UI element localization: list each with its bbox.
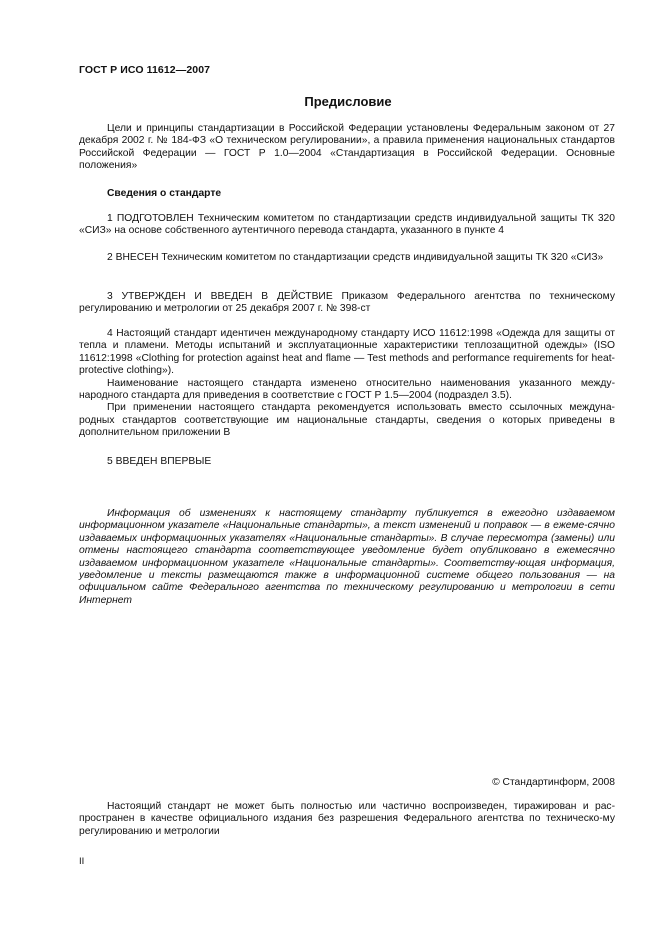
page-title: Предисловие <box>304 94 392 109</box>
intro-paragraph <box>79 123 615 173</box>
item-2 <box>79 252 615 264</box>
item-4-paragraph-2: Наименование настоящего стандарта изменено относительно наименования указанного между-народного стандарта для приведения в соответствие с ГОСТ Р 1.5—2004 (подраздел 3.5). <box>79 377 615 402</box>
subheading: Сведения о стандарте <box>107 188 222 199</box>
item-4 <box>79 328 615 440</box>
item-3-text: 3 УТВЕРЖДЕН И ВВЕДЕН В ДЕЙСТВИЕ Приказом Федерального агентства по техническому регулированию и метрологии от 25 декабря 2007 г. № 398-ст <box>79 291 615 315</box>
item-2-text: 2 ВНЕСЕН Техническим комитетом по стандартизации средств индивидуальной защиты ТК 320 «СИЗ» <box>107 252 604 263</box>
item-3 <box>79 291 615 316</box>
notice-block <box>79 801 615 838</box>
copyright: © Стандартинформ, 2008 <box>492 777 615 788</box>
subheading-block <box>79 188 615 200</box>
item-4-text: 4 Настоящий стандарт идентичен международному стандарту ИСО 11612:1998 «Одежда для защиты от тепла и пламени. Методы испытаний и эксплуатационные характеристики теплозащитной одежды» (ISO 11612:1998 «Clothing for protection against heat and flame — Test methods and performance requirements for heat-protective clothing»). <box>79 328 615 377</box>
item-1-text: 1 ПОДГОТОВЛЕН Техническим комитетом по стандартизации средств индивидуальной защиты ТК 320 «СИЗ» на основе собственного аутентичного перевода стандарта, указанного в пункте 4 <box>79 213 615 237</box>
item-5 <box>79 456 615 468</box>
item-4-paragraph-3: При применении настоящего стандарта рекомендуется использовать вместо ссылочных междуна-родных стандартов соответствующие им национальные стандарты, сведения о которых приведены в дополнительном приложении В <box>79 402 615 439</box>
info-block <box>79 508 615 607</box>
page-number: II <box>79 856 85 867</box>
item-5-text: 5 ВВЕДЕН ВПЕРВЫЕ <box>107 456 212 467</box>
document-header: ГОСТ Р ИСО 11612—2007 <box>79 64 211 76</box>
notice-text: Настоящий стандарт не может быть полностью или частично воспроизведен, тиражирован и рас-пространен в качестве официального издания без разрешения Федерального агентства по техническо-му регулированию и метрологии <box>79 801 615 837</box>
info-text: Информация об изменениях к настоящему стандарту публикуется в ежегодно издаваемом информационном указателе «Национальные стандарты», а текст изменений и поправок — в ежеме-сячно издаваемых информационных указателях «Национальные стандарты». В случае пересмотра (замены) или отмены настоящего стандарта соответствующее уведомление будет опубликовано в ежемесячно издаваемом информационном указателе «Национальные стандарты». Соответству-ющая информация, уведомление и тексты размещаются также в информационной системе общего пользования — на официальном сайте Федерального агентства по техническому регулированию и метрологии в сети Интернет <box>79 508 615 606</box>
item-1 <box>79 213 615 238</box>
intro-text: Цели и принципы стандартизации в Российской Федерации установлены Федеральным законом от 27 декабря 2002 г. № 184-ФЗ «О техническом регулировании», а правила применения национальных стандартов Российской Федерации — ГОСТ Р 1.0—2004 «Стандартизация в Российской Федерации. Основные положения» <box>79 123 615 172</box>
